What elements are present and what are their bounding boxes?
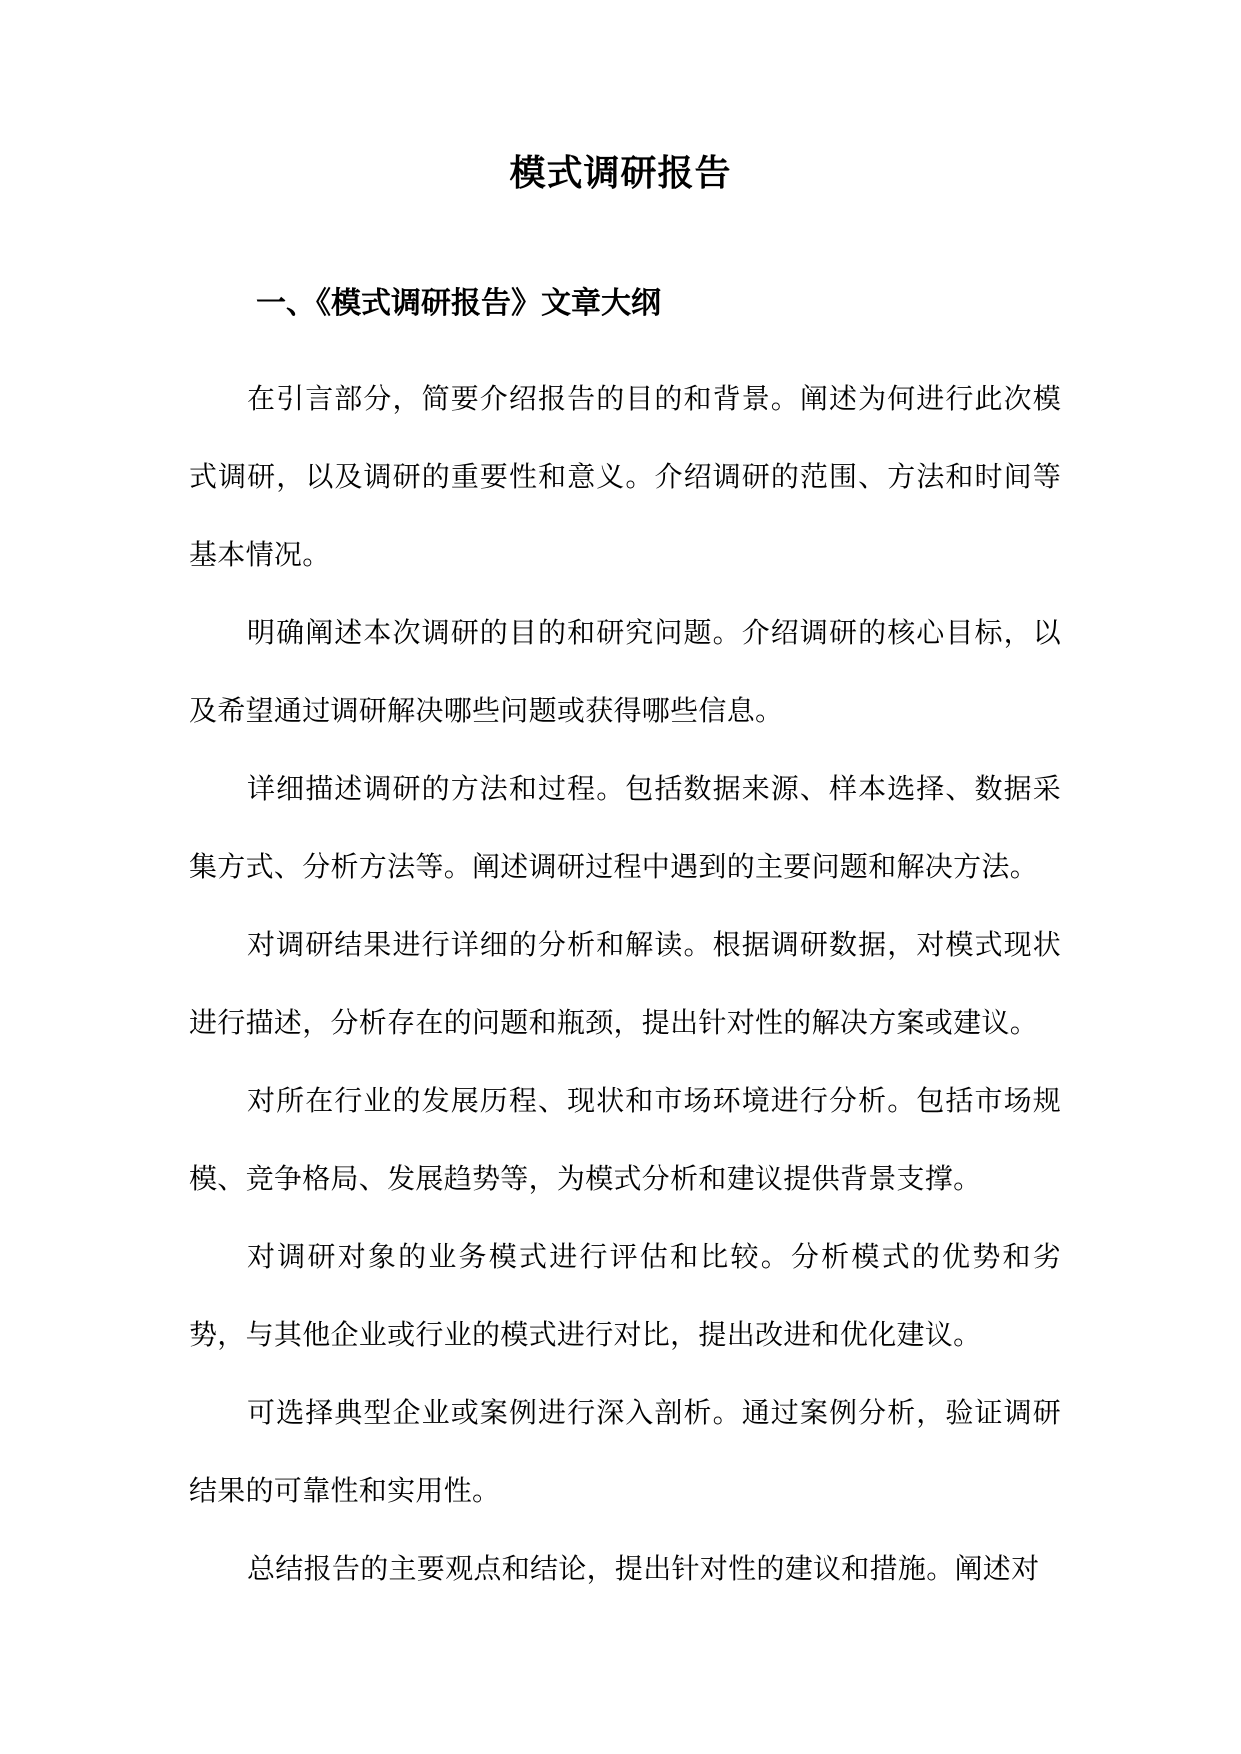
- paragraph-industry: 对所在行业的发展历程、现状和市场环境进行分析。包括市场规模、竞争格局、发展趋势等，为模式分析和建议提供背景支撑。: [189, 1084, 1061, 1195]
- paragraph-case-study: 可选择典型企业或案例进行深入剖析。通过案例分析，验证调研结果的可靠性和实用性。: [189, 1396, 1061, 1507]
- section-heading: 一、《模式调研报告》文章大纲: [256, 286, 661, 321]
- paragraph-intro: 在引言部分，简要介绍报告的目的和背景。阐述为何进行此次模式调研，以及调研的重要性和意义。介绍调研的范围、方法和时间等基本情况。: [189, 382, 1061, 571]
- paragraph-model-evaluation: 对调研对象的业务模式进行评估和比较。分析模式的优势和劣势，与其他企业或行业的模式进行对比，提出改进和优化建议。: [189, 1240, 1061, 1351]
- paragraph-purpose: 明确阐述本次调研的目的和研究问题。介绍调研的核心目标，以及希望通过调研解决哪些问题或获得哪些信息。: [189, 616, 1061, 727]
- document-title: 模式调研报告: [509, 152, 732, 194]
- paragraph-conclusion: 总结报告的主要观点和结论，提出针对性的建议和措施。阐述对: [247, 1552, 1040, 1585]
- body-text: [189, 360, 1061, 1608]
- paragraph-method: 详细描述调研的方法和过程。包括数据来源、样本选择、数据采集方式、分析方法等。阐述调研过程中遇到的主要问题和解决方法。: [189, 772, 1061, 883]
- paragraph-results: 对调研结果进行详细的分析和解读。根据调研数据，对模式现状进行描述，分析存在的问题和瓶颈，提出针对性的解决方案或建议。: [189, 928, 1061, 1039]
